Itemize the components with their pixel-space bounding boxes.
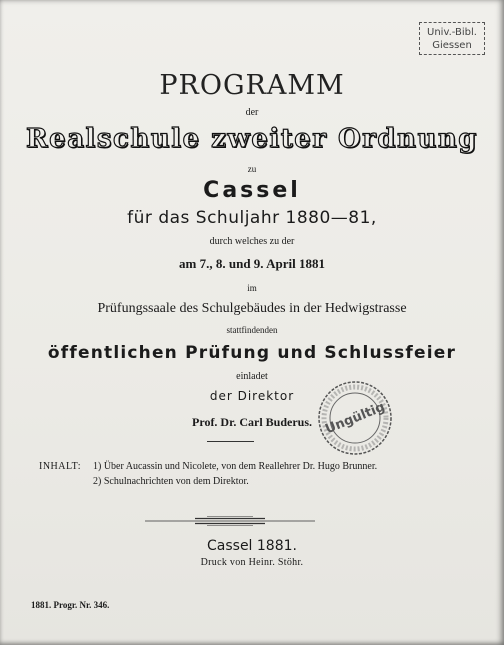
durch-line: durch welches zu der — [209, 236, 295, 247]
programm-heading: PROGRAMM — [159, 70, 345, 101]
im-line: im — [247, 283, 257, 293]
city-name: Cassel — [203, 178, 301, 203]
seal-stamp-text: Ungültig — [323, 399, 388, 438]
zu-line: zu — [247, 164, 257, 174]
library-seal-stamp — [317, 380, 393, 456]
stattfindenden-line: stattfindenden — [226, 325, 278, 335]
director-name: Prof. Dr. Carl Buderus. — [192, 415, 312, 429]
school-year: für das Schuljahr 1880—81, — [127, 208, 377, 228]
library-stamp-line1: Univ.-Bibl. — [427, 27, 477, 38]
contents-item: 1) Über Aucassin und Nicolete, von dem Reallehrer Dr. Hugo Brunner. — [93, 461, 378, 472]
event-dates: am 7., 8. und 9. April 1881 — [179, 256, 325, 271]
einladet-line: einladet — [236, 371, 268, 382]
ornamental-rule — [145, 514, 315, 526]
program-number: 1881. Progr. Nr. 346. — [31, 600, 110, 610]
event-title: öffentlichen Prüfung und Schlussfeier — [47, 343, 457, 363]
contents-block — [39, 459, 377, 489]
event-location: Prüfungssaale des Schulgebäudes in der Hedwigstrasse — [97, 301, 407, 316]
direktor-line: der Direktor — [209, 389, 295, 403]
der-line: der — [245, 107, 259, 118]
contents-item: 2) Schulnachrichten von dem Direktor. — [93, 476, 249, 487]
separator-rule — [207, 441, 254, 442]
school-name: Realschule zweiter Ordnung — [26, 124, 478, 154]
imprint-place-year: Cassel 1881. — [207, 538, 297, 554]
library-stamp — [419, 22, 485, 55]
contents-label: INHALT: — [39, 461, 82, 472]
imprint-printer: Druck von Heinr. Stöhr. — [200, 557, 304, 568]
library-stamp-line2: Giessen — [432, 40, 472, 51]
